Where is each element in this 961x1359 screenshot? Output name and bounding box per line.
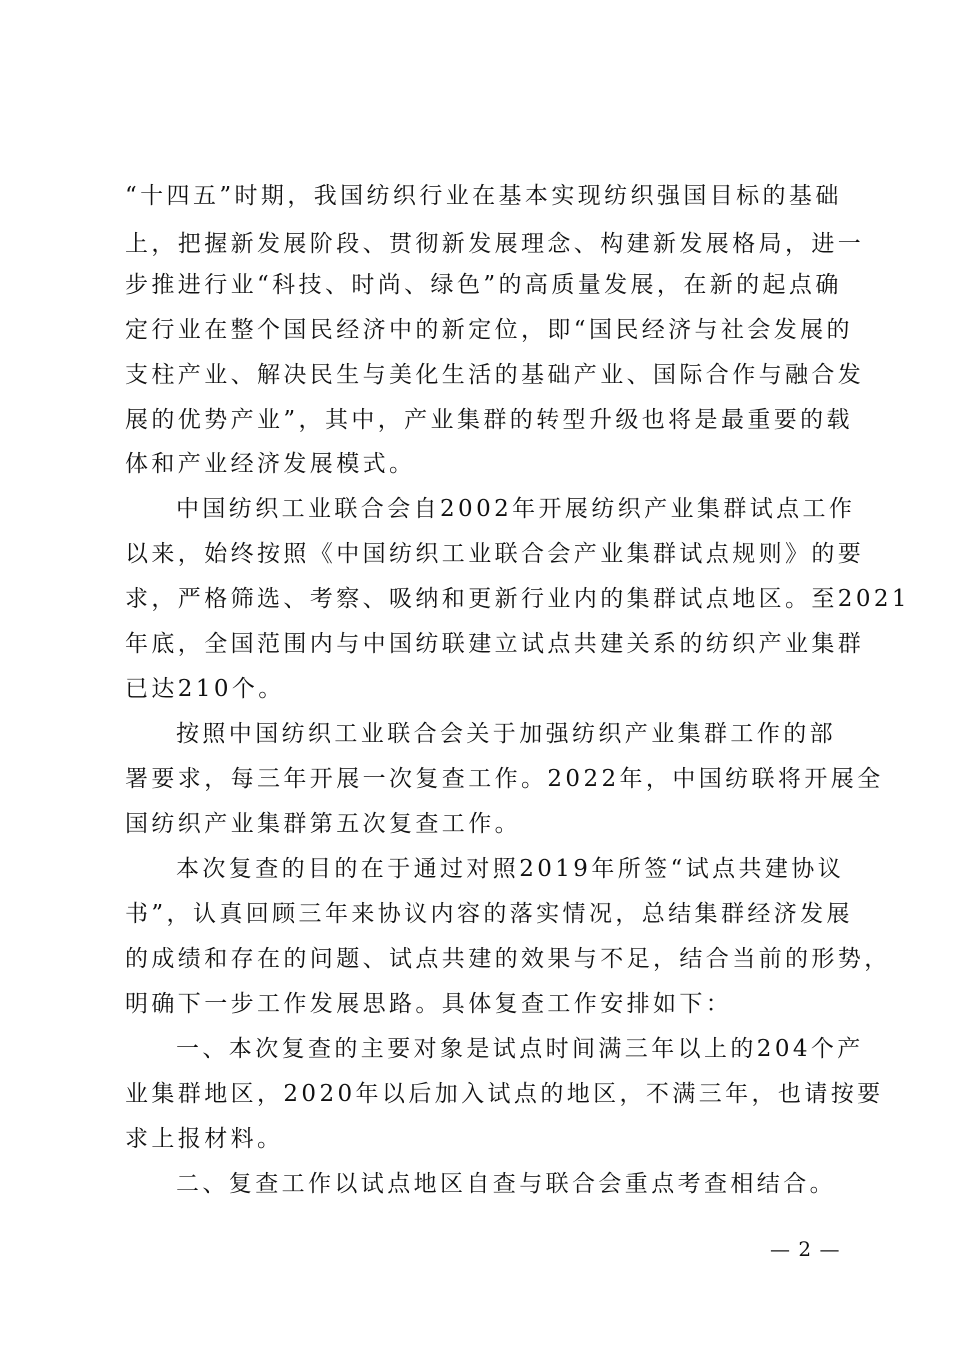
paragraph-2-line-3: 求，严格筛选、考察、吸纳和更新行业内的集群试点地区。至2021: [125, 586, 910, 612]
paragraph-1-line-7: 体和产业经济发展模式。: [125, 451, 416, 477]
paragraph-4-line-3: 的成绩和存在的问题、试点共建的效果与不足，结合当前的形势，: [125, 946, 891, 972]
paragraph-1-line-6: 展的优势产业”，其中，产业集群的转型升级也将是最重要的载: [125, 407, 853, 433]
paragraph-5-line-3: 求上报材料。: [125, 1126, 284, 1152]
paragraph-2-line-5: 已达210个。: [125, 676, 285, 702]
paragraph-1-line-4: 定行业在整个国民经济中的新定位，即“国民经济与社会发展的: [125, 317, 853, 343]
paragraph-3-line-1: 按照中国纺织工业联合会关于加强纺织产业集群工作的部: [176, 721, 836, 747]
paragraph-6-line-1: 二、复查工作以试点地区自查与联合会重点考查相结合。: [176, 1171, 836, 1197]
paragraph-4-line-1: 本次复查的目的在于通过对照2019年所签“试点共建协议: [176, 856, 845, 882]
paragraph-5-line-1: 一、本次复查的主要对象是试点时间满三年以上的204个产: [176, 1036, 864, 1062]
page-number: — 2 —: [770, 1237, 841, 1261]
paragraph-1-line-5: 支柱产业、解决民生与美化生活的基础产业、国际合作与融合发: [125, 362, 865, 388]
paragraph-1-line-3: 步推进行业“科技、时尚、绿色”的高质量发展，在新的起点确: [125, 272, 842, 298]
paragraph-3-line-2: 署要求，每三年开展一次复查工作。2022年，中国纺联将开展全: [125, 766, 884, 792]
paragraph-4-line-4: 明确下一步工作发展思路。具体复查工作安排如下：: [125, 991, 733, 1017]
paragraph-5-line-2: 业集群地区，2020年以后加入试点的地区，不满三年，也请按要: [125, 1081, 884, 1107]
paragraph-1-line-2: 上，把握新发展阶段、贯彻新发展理念、构建新发展格局，进一: [125, 231, 865, 257]
paragraph-2-line-1: 中国纺织工业联合会自2002年开展纺织产业集群试点工作: [176, 496, 856, 522]
paragraph-4-line-2: 书”，认真回顾三年来协议内容的落实情况，总结集群经济发展: [125, 901, 853, 927]
paragraph-2-line-2: 以来，始终按照《中国纺织工业联合会产业集群试点规则》的要: [125, 541, 865, 567]
paragraph-2-line-4: 年底，全国范围内与中国纺联建立试点共建关系的纺织产业集群: [125, 631, 865, 657]
paragraph-3-line-3: 国纺织产业集群第五次复查工作。: [125, 811, 521, 837]
paragraph-1-line-1: “十四五”时期，我国纺织行业在基本实现纺织强国目标的基础: [125, 183, 842, 209]
